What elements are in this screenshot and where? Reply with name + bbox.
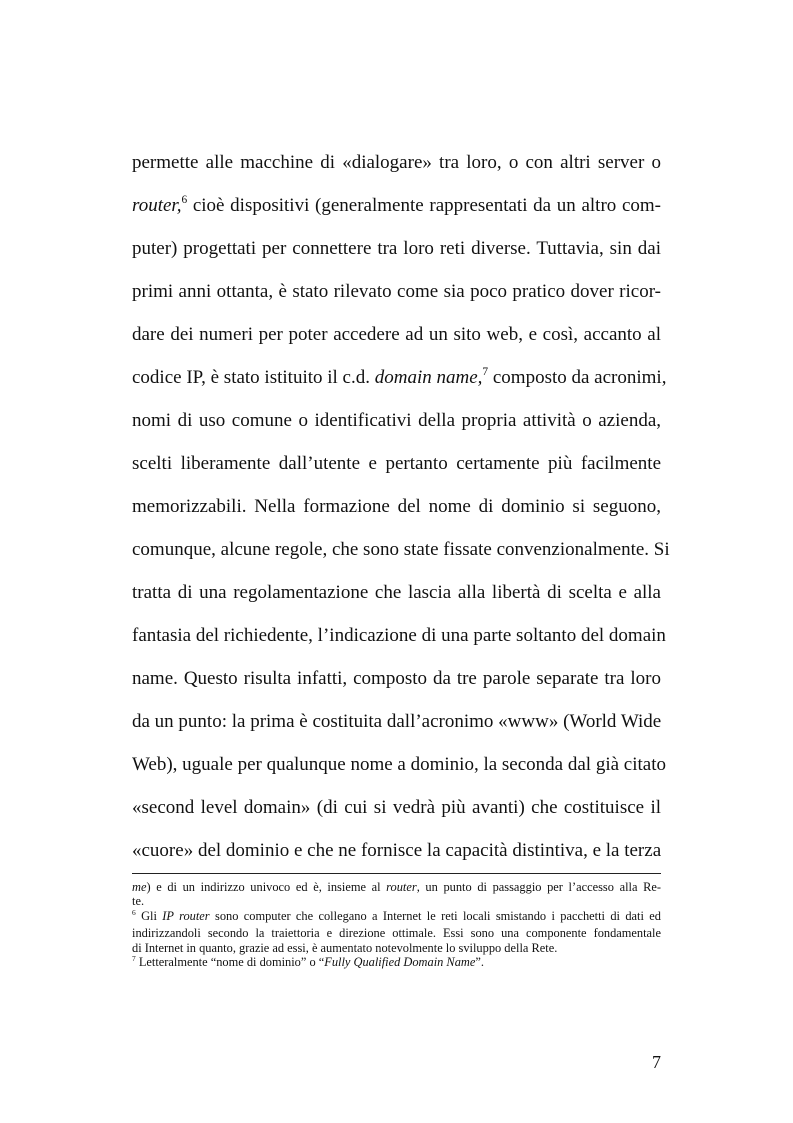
body-line-14: da un punto: la prima è costituita dall’acronimo «www» (World Wide [132, 711, 662, 732]
body-line-8: scelti liberamente dall’utente e pertanto certamente più facilmente [132, 453, 661, 474]
body-line-15: Web), uguale per qualunque nome a dominio, la seconda dal già citato [132, 754, 666, 775]
body-line-4: primi anni ottanta, è stato rilevato come sia poco pratico dover ricor- [132, 281, 661, 302]
footnote-line-2: te. [132, 894, 145, 908]
footnote-6 [132, 909, 661, 923]
body-line-9: memorizzabili. Nella formazione del nome di dominio si seguono, [132, 496, 661, 517]
fn-6-b: sono computer che collegano a Internet le reti locali smistando i pacchetti di dati ed [209, 909, 661, 923]
body-line-3: puter) progettati per connettere tra loro reti diverse. Tuttavia, sin dai [132, 238, 661, 259]
footnote-7 [132, 955, 661, 969]
term-domain-name: domain name, [374, 367, 483, 388]
footnote-6-line-2: indirizzandoli secondo la traiettoria e direzione ottimale. Essi sono una componente fondamentale [132, 926, 661, 940]
fn-ip-router-italic: IP router [162, 909, 210, 923]
footnote-separator [132, 873, 661, 874]
body-line-16: «second level domain» (di cui si vedrà più avanti) che costituisce il [132, 797, 661, 818]
term-router: router, [132, 195, 182, 216]
fn-fqdn-italic: Fully Qualified Domain Name [324, 955, 476, 969]
body-line-17: «cuore» del dominio e che ne fornisce la capacità distintiva, e la terza [132, 840, 662, 861]
body-line-2 [132, 194, 661, 218]
body-line-6 [132, 366, 667, 390]
footnote-ref-6[interactable]: 6 [181, 194, 188, 207]
fn-me-italic: me [132, 880, 147, 894]
fn-line-1-a: ) e di un indirizzo univoco ed è, insieme al [146, 880, 387, 894]
footnote-7-marker: 7 [132, 953, 136, 963]
body-line-1: permette alle macchine di «dialogare» tra loro, o con altri server o [132, 152, 661, 173]
body-line-6-start: codice IP, è stato istituito il c.d. [132, 367, 375, 388]
body-line-2-rest: cioè dispositivi (generalmente rappresentati da un altro com- [187, 195, 661, 216]
page-number: 7 [652, 1052, 661, 1072]
body-line-11: tratta di una regolamentazione che lascia alla libertà di scelta e alla [132, 582, 661, 603]
body-line-12: fantasia del richiedente, l’indicazione di una parte soltanto del domain [132, 625, 666, 646]
body-line-6-rest: composto da acronimi, [488, 367, 667, 388]
body-line-13: name. Questo risulta infatti, composto da tre parole separate tra loro [132, 668, 661, 689]
body-line-10: comunque, alcune regole, che sono state fissate convenzionalmente. Si [132, 539, 670, 560]
footnote-6-line-3: di Internet in quanto, grazie ad essi, è aumentato notevolmente lo sviluppo della Rete. [132, 941, 558, 955]
footnote-line-1 [132, 880, 661, 894]
body-line-7: nomi di uso comune o identificativi della propria attività o azienda, [132, 410, 661, 431]
body-line-5: dare dei numeri per poter accedere ad un sito web, e così, accanto al [132, 324, 661, 345]
fn-7-b: ”. [475, 955, 484, 969]
fn-line-1-b: , un punto di passaggio per l’accesso alla Re- [416, 880, 661, 894]
fn-7-a: Letteralmente “nome di dominio” o “ [135, 955, 325, 969]
footnote-ref-7[interactable]: 7 [482, 366, 489, 379]
fn-router-italic: router [386, 880, 417, 894]
fn-6-a: Gli [135, 909, 163, 923]
footnote-6-marker: 6 [132, 907, 136, 917]
